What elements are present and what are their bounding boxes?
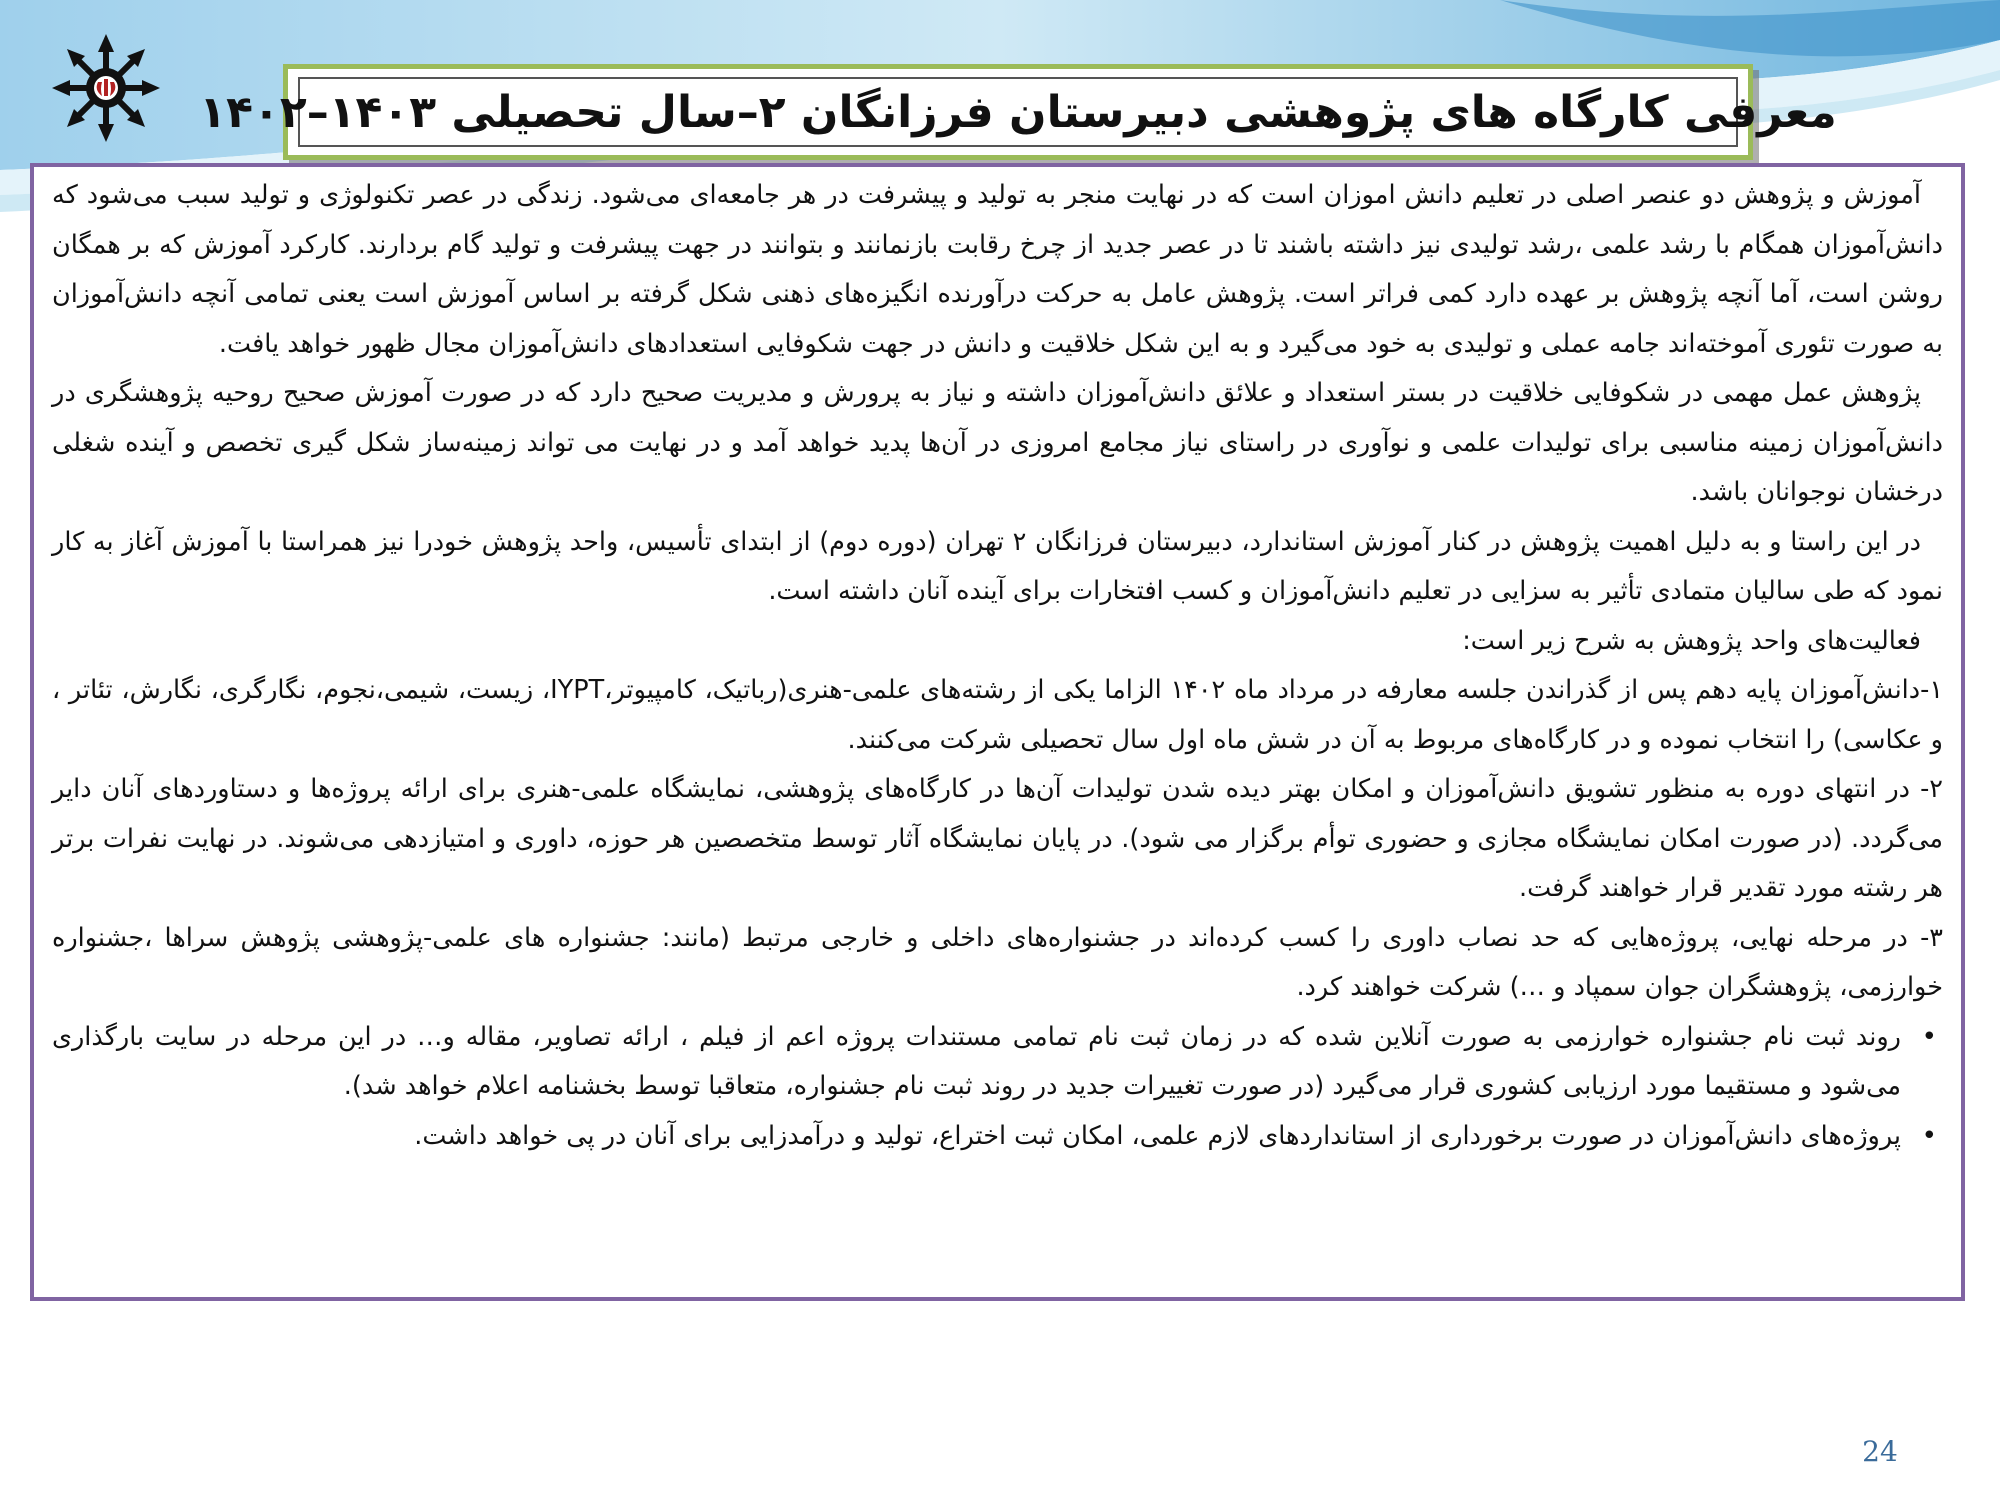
title-banner bbox=[199, 64, 1837, 160]
bullet-text: روند ثبت نام جشنواره خوارزمی به صورت آنلاین شده که در زمان ثبت نام تمامی مستندات پروژه اعم از فیلم ، ارائه تصاویر، مقاله و… در این مرحله در سایت بارگذاری می‌شود و مستقیما مورد ارزیابی کشوری قرار می‌گیرد (در صورت تغییرات جدید در روند ثبت نام جشنواره، متعاقبا توسط بخشنامه اعلام خواهد شد). bbox=[52, 1021, 1901, 1101]
bullet-icon: • bbox=[1921, 1021, 1937, 1052]
bullet-text: پروژه‌های دانش‌آموزان در صورت برخورداری از استانداردهای لازم علمی، امکان ثبت اختراع، تولید و درآمدزایی برای آنان در پی خواهد داشت. bbox=[414, 1120, 1901, 1151]
content-text bbox=[52, 171, 1943, 1293]
bullet-icon: • bbox=[1921, 1120, 1937, 1151]
paragraph-activity-2: ۲- در انتهای دوره به منظور تشویق دانش‌آموزان و امکان بهتر دیده شدن تولیدات آن‌ها در کارگاه‌های پژوهشی، نمایشگاه علمی-هنری برای ارائه پروژه‌ها و دستاوردهای آنان دایر می‌گردد. (در صورت امکان نمایشگاه مجازی و حضوری توأم برگزار می شود). در پایان نمایشگاه آثار توسط متخصصین هر حوزه، داوری و امتیازدهی می‌شوند. در نهایت نفرات برتر هر رشته مورد تقدیر قرار خواهند گرفت. bbox=[52, 774, 1943, 903]
paragraph-school-history: در این راستا و به دلیل اهمیت پژوهش در کنار آموزش استاندارد، دبیرستان فرزانگان ۲ تهران (دوره دوم) از ابتدای تأسیس، واحد پژوهش خودرا نیز همراستا با آموزش آغاز به کار نمود که طی سالیان متمادی تأثیر به سزایی در تعلیم دانش‌آموزان و کسب افتخارات برای آینده آنان داشته است. bbox=[52, 526, 1943, 606]
bullet-item-registration bbox=[52, 1013, 1943, 1112]
content-panel bbox=[30, 163, 1965, 1301]
paragraph-activities-heading: فعالیت‌های واحد پژوهش به شرح زیر است: bbox=[1462, 625, 1921, 656]
emblem-icon bbox=[50, 32, 162, 144]
page-title: معرفی کارگاه های پژوهشی دبیرستان فرزانگان ۲–سال تحصیلی ۱۴۰۳–۱۴۰۲ bbox=[199, 86, 1837, 138]
paragraph-activity-3: ۳- در مرحله نهایی، پروژه‌هایی که حد نصاب داوری را کسب کرده‌اند در جشنواره‌های داخلی و خارجی مرتبط (مانند: جشنواره های علمی-پژوهشی پژوهش سراها ،جشنواره خوارزمی، پژوهشگران جوان سمپاد و …) شرکت خواهند کرد. bbox=[52, 922, 1943, 1002]
bullet-item-patents bbox=[52, 1112, 1943, 1162]
paragraph-activity-1: ۱-دانش‌آموزان پایه دهم پس از گذراندن جلسه معارفه در مرداد ماه ۱۴۰۲ الزاما یکی از رشته‌های علمی-هنری(رباتیک، کامپیوتر،IYPT، زیست، شیمی،نجوم، نگارگری، نگارش، تئاتر ، و عکاسی) را انتخاب نموده و در کارگاه‌های مربوط به آن در شش ماه اول سال تحصیلی شرکت می‌کنند. bbox=[52, 675, 1944, 755]
paragraph-intro: آموزش و پژوهش دو عنصر اصلی در تعلیم دانش اموزان است که در نهایت منجر به تولید و پیشرفت در هر جامعه‌ای می‌شود. زندگی در عصر تکنولوژی و تولید سبب می‌شود که دانش‌آموزان همگام با رشد علمی ،رشد تولیدی نیز داشته باشند تا در عصر جدید از چرخ رقابت بازنمانند و بتوانند در جهت پیشرفت و تولید گام بردارند. کارکرد آموزش که بر همگان روشن است، آما آنچه پژوهش بر عهده دارد کمی فراتر است. پژوهش عامل به حرکت درآورنده انگیزه‌های ذهنی شکل گرفته بر اساس آموزش است یعنی تمامی آنچه دانش‌آموزان به صورت تئوری آموخته‌اند جامه عملی و تولیدی به خود می‌گیرد و به این شکل خلاقیت و دانش در جهت شکوفایی استعدادهای دانش‌آموزان مجال ظهور خواهد یافت. bbox=[52, 180, 1943, 359]
page-number: 24 bbox=[1862, 1435, 1898, 1468]
title-frame bbox=[199, 77, 1837, 147]
paragraph-research-role: پژوهش عمل مهمی در شکوفایی خلاقیت در بستر استعداد و علائق دانش‌آموزان داشته و نیاز به پرورش و مدیریت صحیح دارد که در صورت آموزش صحیح روحیه پژوهشگری در دانش‌آموزان زمینه مناسبی برای تولیدات علمی و نوآوری در راستای نیاز مجامع امروزی در آن‌ها پدید خواهد آمد و در نهایت می تواند زمینه‌ساز شکل گیری تخصص و آینده شغلی درخشان نوجوانان باشد. bbox=[52, 378, 1943, 507]
